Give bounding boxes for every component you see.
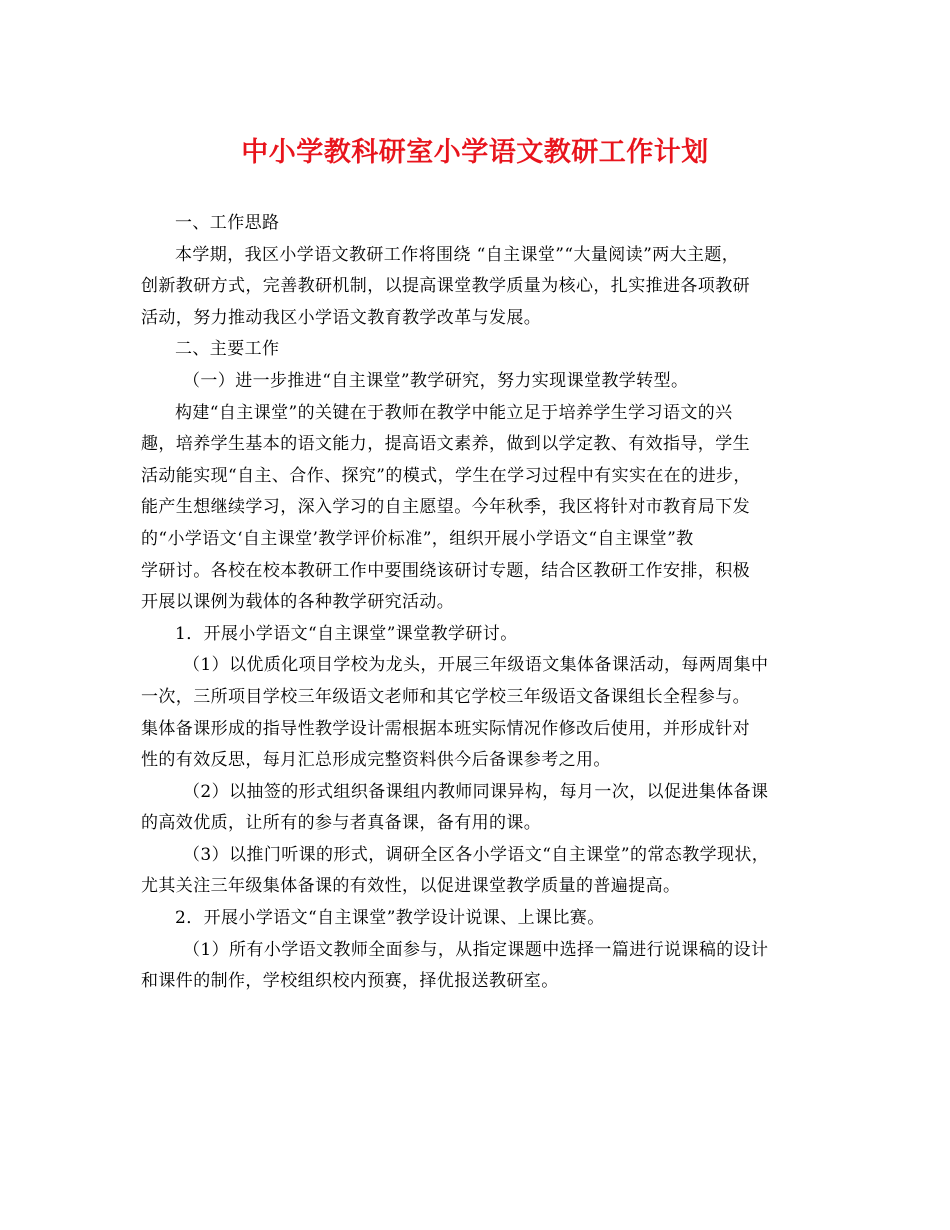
- text-line: 活动能实现“自主、合作、探究”的模式，学生在学习过程中有实实在在的进步，: [141, 465, 751, 486]
- text-line: 一、工作思路: [175, 213, 280, 233]
- text-line: 尤其关注三年级集体备课的有效性，以促进课堂教学质量的普遍提高。: [141, 876, 681, 897]
- text-line: 一次，三所项目学校三年级语文老师和其它学校三年级语文备课组长全程参与。: [141, 686, 750, 707]
- text-line: （2）以抽签的形式组织备课组内教师同课异构，每月一次，以促进集体备课: [183, 781, 769, 802]
- text-line: 能产生想继续学习，深入学习的自主愿望。今年秋季，我区将针对市教育局下发: [141, 497, 750, 518]
- text-line: 活动，努力推动我区小学语文教育教学改革与发展。: [141, 307, 542, 328]
- text-line: （1）所有小学语文教师全面参与，从指定课题中选择一篇进行说课稿的设计: [183, 939, 769, 960]
- document-title: 中小学教科研室小学语文教研工作计划: [241, 137, 709, 168]
- text-line: 趣，培养学生基本的语文能力，提高语文素养，做到以学定教、有效指导，学生: [141, 434, 750, 455]
- document-body: [141, 208, 821, 998]
- text-line: （3）以推门听课的形式，调研全区各小学语文“自主课堂”的常态教学现状，: [183, 844, 770, 865]
- text-line: 本学期，我区小学语文教研工作将围绕 “自主课堂”“大量阅读”两大主题，: [175, 244, 740, 265]
- text-line: 性的有效反思，每月汇总形成完整资料供今后备课参考之用。: [141, 750, 611, 771]
- text-line: 的“小学语文‘自主课堂’教学评价标准”，组织开展小学语文“自主课堂”教: [141, 528, 694, 549]
- text-line: 2．开展小学语文“自主课堂”教学设计说课、上课比赛。: [175, 908, 605, 929]
- text-line: （1）以优质化项目学校为龙头，开展三年级语文集体备课活动，每两周集中: [183, 655, 769, 676]
- text-line: 构建“自主课堂”的关键在于教师在教学中能立足于培养学生学习语文的兴: [175, 402, 733, 423]
- text-line: 1．开展小学语文“自主课堂”课堂教学研讨。: [175, 623, 518, 644]
- text-line: 和课件的制作，学校组织校内预赛，择优报送教研室。: [141, 971, 559, 992]
- text-line: 创新教研方式，完善教研机制，以提高课堂教学质量为核心，扎实推进各项教研: [141, 276, 750, 297]
- text-line: 二、主要工作: [175, 339, 280, 360]
- text-line: （一）进一步推进“自主课堂”教学研究，努力实现课堂教学转型。: [183, 370, 689, 391]
- text-line: 开展以课例为载体的各种教学研究活动。: [141, 592, 455, 613]
- text-line: 的高效优质，让所有的参与者真备课，备有用的课。: [141, 813, 542, 834]
- text-line: 集体备课形成的指导性教学设计需根据本班实际情况作修改后使用，并形成针对: [141, 718, 750, 739]
- text-line: 学研讨。各校在校本教研工作中要围绕该研讨专题，结合区教研工作安排，积极: [141, 560, 750, 581]
